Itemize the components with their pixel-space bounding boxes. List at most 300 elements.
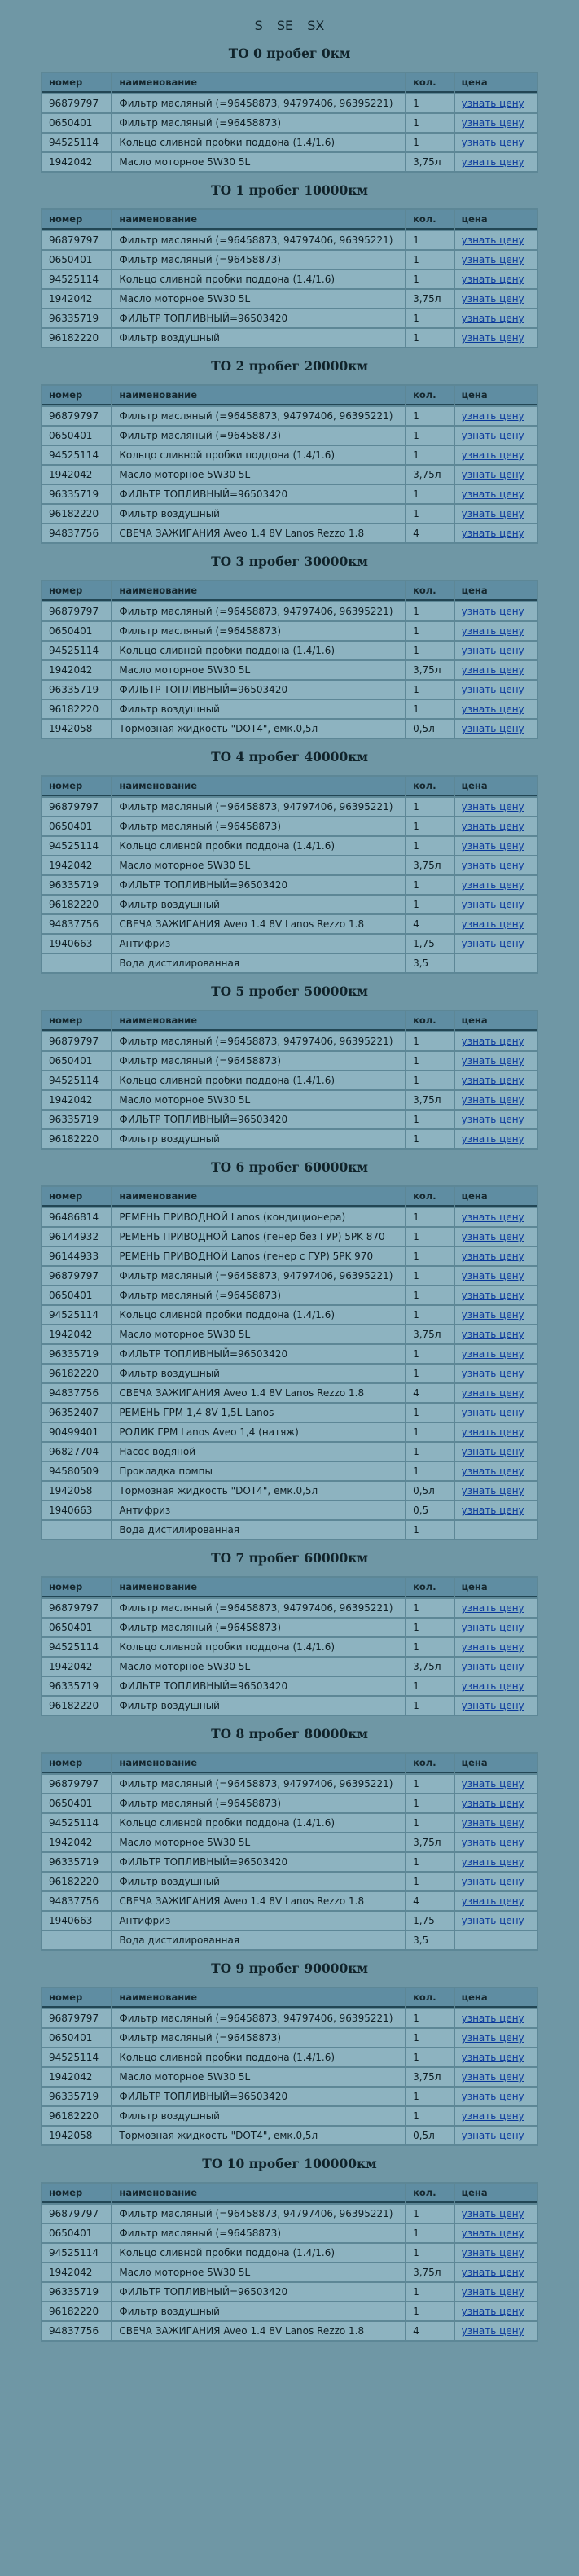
- part-name: Фильтр масляный (=96458873): [112, 2029, 405, 2047]
- part-number: 96182220: [42, 505, 111, 523]
- part-name: Масло моторное 5W30 5L: [112, 2263, 405, 2281]
- price-link[interactable]: узнать цену: [461, 1465, 524, 1477]
- price-link[interactable]: узнать цену: [461, 1368, 524, 1379]
- price-link[interactable]: узнать цену: [461, 1290, 524, 1301]
- table-row: [42, 1521, 537, 1539]
- column-header-name: наименование: [112, 777, 405, 796]
- part-quantity: 1: [406, 427, 454, 445]
- price-link[interactable]: узнать цену: [461, 1036, 524, 1047]
- column-header-number: номер: [42, 210, 111, 230]
- table-row: [42, 1423, 537, 1441]
- price-link[interactable]: узнать цену: [461, 137, 524, 148]
- price-link[interactable]: узнать цену: [461, 469, 524, 480]
- table-row: [42, 1443, 537, 1461]
- price-cell: [455, 251, 537, 269]
- column-header-price: цена: [455, 777, 537, 796]
- part-number: 96182220: [42, 2107, 111, 2125]
- part-name: Фильтр воздушный: [112, 505, 405, 523]
- price-link[interactable]: узнать цену: [461, 1329, 524, 1340]
- price-link[interactable]: узнать цену: [461, 2071, 524, 2083]
- part-quantity: 4: [406, 915, 454, 933]
- part-name: Фильтр масляный (=96458873): [112, 2224, 405, 2242]
- table-header-row: [42, 777, 537, 796]
- part-quantity: 1: [406, 2302, 454, 2320]
- part-name: Кольцо сливной пробки поддона (1.4/1.6): [112, 837, 405, 855]
- part-name: Фильтр масляный (=96458873): [112, 817, 405, 835]
- price-cell: [455, 2322, 537, 2340]
- part-name: СВЕЧА ЗАЖИГАНИЯ Aveo 1.4 8V Lanos Rezzo 1.8: [112, 1384, 405, 1402]
- part-quantity: 1: [406, 1286, 454, 1304]
- column-header-number: номер: [42, 2184, 111, 2203]
- tab-se[interactable]: SE: [276, 18, 294, 33]
- part-name: Кольцо сливной пробки поддона (1.4/1.6): [112, 134, 405, 151]
- part-quantity: 3,75л: [406, 2263, 454, 2281]
- table-header-row: [42, 1754, 537, 1773]
- part-quantity: 1: [406, 1599, 454, 1617]
- price-link[interactable]: узнать цену: [461, 410, 524, 422]
- parts-table: [41, 208, 538, 348]
- part-name: Масло моторное 5W30 5L: [112, 153, 405, 171]
- part-name: Масло моторное 5W30 5L: [112, 290, 405, 308]
- price-link[interactable]: узнать цену: [461, 1661, 524, 1672]
- price-cell: [455, 2283, 537, 2301]
- price-link[interactable]: узнать цену: [461, 1680, 524, 1692]
- table-row: [42, 1286, 537, 1304]
- price-link[interactable]: узнать цену: [461, 2110, 524, 2122]
- part-name: Фильтр масляный (=96458873): [112, 427, 405, 445]
- column-header-price: цена: [455, 581, 537, 601]
- column-header-price: цена: [455, 386, 537, 405]
- price-link[interactable]: узнать цену: [461, 313, 524, 324]
- part-quantity: 1: [406, 1306, 454, 1324]
- part-number: 96182220: [42, 1697, 111, 1715]
- parts-table: [41, 2182, 538, 2342]
- tab-s[interactable]: S: [254, 18, 263, 33]
- part-quantity: 1: [406, 1111, 454, 1128]
- table-header-row: [42, 1011, 537, 1031]
- price-link[interactable]: узнать цену: [461, 234, 524, 246]
- price-link[interactable]: узнать цену: [461, 449, 524, 461]
- part-number: 1942058: [42, 2127, 111, 2144]
- price-link[interactable]: узнать цену: [461, 1309, 524, 1321]
- table-row: [42, 329, 537, 347]
- price-cell: [455, 1599, 537, 1617]
- table-row: [42, 1345, 537, 1363]
- column-header-name: наименование: [112, 1988, 405, 2008]
- table-row: [42, 2107, 537, 2125]
- price-link[interactable]: узнать цену: [461, 430, 524, 441]
- price-link[interactable]: узнать цену: [461, 703, 524, 715]
- part-quantity: 1,75: [406, 1912, 454, 1930]
- part-number: 1942042: [42, 1833, 111, 1851]
- part-quantity: 1: [406, 1208, 454, 1226]
- part-quantity: 1: [406, 114, 454, 132]
- price-link[interactable]: узнать цену: [461, 2247, 524, 2258]
- price-link[interactable]: узнать цену: [461, 1055, 524, 1067]
- part-quantity: 1: [406, 602, 454, 620]
- part-number: 96879797: [42, 798, 111, 816]
- column-header-price: цена: [455, 2184, 537, 2203]
- part-number: 0650401: [42, 1619, 111, 1636]
- price-link[interactable]: узнать цену: [461, 2325, 524, 2337]
- part-number: 94837756: [42, 1384, 111, 1402]
- part-number: 1940663: [42, 935, 111, 953]
- table-row: [42, 1091, 537, 1109]
- price-link[interactable]: узнать цену: [461, 98, 524, 109]
- part-name: Фильтр воздушный: [112, 896, 405, 913]
- part-number: 1940663: [42, 1501, 111, 1519]
- part-quantity: 1: [406, 1462, 454, 1480]
- price-link[interactable]: узнать цену: [461, 156, 524, 168]
- part-name: Фильтр масляный (=96458873, 94797406, 96395221): [112, 2205, 405, 2223]
- price-link[interactable]: узнать цену: [461, 2130, 524, 2141]
- part-quantity: 1: [406, 505, 454, 523]
- price-link[interactable]: узнать цену: [461, 117, 524, 129]
- part-name: Вода дистилированная: [112, 1521, 405, 1539]
- price-cell: [455, 114, 537, 132]
- price-link[interactable]: узнать цену: [461, 821, 524, 832]
- price-link[interactable]: узнать цену: [461, 2208, 524, 2219]
- table-row: [42, 1365, 537, 1382]
- table-header-row: [42, 1187, 537, 1207]
- part-quantity: 1: [406, 134, 454, 151]
- price-link[interactable]: узнать цену: [461, 293, 524, 304]
- part-quantity: 3,75л: [406, 2068, 454, 2086]
- price-link[interactable]: узнать цену: [461, 2091, 524, 2102]
- column-header-number: номер: [42, 1754, 111, 1773]
- price-link[interactable]: узнать цену: [461, 1817, 524, 1829]
- price-cell: [455, 1892, 537, 1910]
- price-link[interactable]: узнать цену: [461, 1837, 524, 1848]
- table-row: [42, 1052, 537, 1070]
- table-row: [42, 935, 537, 953]
- part-number: 96182220: [42, 1365, 111, 1382]
- part-name: ФИЛЬТР ТОПЛИВНЫЙ=96503420: [112, 1345, 405, 1363]
- part-quantity: 3,75л: [406, 466, 454, 484]
- price-link[interactable]: узнать цену: [461, 1602, 524, 1614]
- table-row: [42, 2048, 537, 2066]
- price-link[interactable]: узнать цену: [461, 899, 524, 910]
- column-header-qty: кол.: [406, 1754, 454, 1773]
- price-link[interactable]: узнать цену: [461, 2013, 524, 2024]
- part-number: 0650401: [42, 1052, 111, 1070]
- table-row: [42, 466, 537, 484]
- table-row: [42, 2029, 537, 2047]
- part-quantity: 1: [406, 817, 454, 835]
- part-quantity: 1: [406, 1404, 454, 1422]
- price-cell: [455, 1130, 537, 1148]
- price-cell: [455, 1873, 537, 1890]
- price-link[interactable]: узнать цену: [461, 1348, 524, 1360]
- price-cell: [455, 505, 537, 523]
- price-link[interactable]: узнать цену: [461, 1211, 524, 1223]
- part-name: Фильтр масляный (=96458873, 94797406, 96395221): [112, 1267, 405, 1285]
- tab-sx[interactable]: SX: [307, 18, 325, 33]
- table-header-row: [42, 1988, 537, 2008]
- part-number: 96182220: [42, 896, 111, 913]
- part-number: 96182220: [42, 329, 111, 347]
- table-row: [42, 1814, 537, 1832]
- price-link[interactable]: узнать цену: [461, 1231, 524, 1242]
- part-quantity: 1: [406, 642, 454, 659]
- part-name: Кольцо сливной пробки поддона (1.4/1.6): [112, 2048, 405, 2066]
- price-link[interactable]: узнать цену: [461, 528, 524, 539]
- part-name: Масло моторное 5W30 5L: [112, 1658, 405, 1676]
- price-cell: [455, 1247, 537, 1265]
- part-quantity: 1: [406, 798, 454, 816]
- price-link[interactable]: узнать цену: [461, 488, 524, 500]
- table-row: [42, 2068, 537, 2086]
- price-link[interactable]: узнать цену: [461, 664, 524, 676]
- price-link[interactable]: узнать цену: [461, 1446, 524, 1457]
- part-number: 96335719: [42, 1111, 111, 1128]
- part-number: 96879797: [42, 2205, 111, 2223]
- part-number: 94525114: [42, 1071, 111, 1089]
- price-cell: [455, 876, 537, 894]
- price-link[interactable]: узнать цену: [461, 2286, 524, 2298]
- part-quantity: 1: [406, 2205, 454, 2223]
- part-name: Фильтр масляный (=96458873): [112, 1286, 405, 1304]
- part-quantity: 1: [406, 2029, 454, 2047]
- price-link[interactable]: узнать цену: [461, 2052, 524, 2063]
- price-cell: [455, 1345, 537, 1363]
- column-header-number: номер: [42, 777, 111, 796]
- price-link[interactable]: узнать цену: [461, 1778, 524, 1790]
- price-cell: [455, 2224, 537, 2242]
- table-row: [42, 661, 537, 679]
- price-cell: [455, 1853, 537, 1871]
- price-cell: [455, 1404, 537, 1422]
- parts-table: [41, 384, 538, 544]
- column-header-name: наименование: [112, 581, 405, 601]
- part-number: 96335719: [42, 309, 111, 327]
- price-link[interactable]: узнать цену: [461, 1485, 524, 1496]
- price-cell: [455, 856, 537, 874]
- table-row: [42, 290, 537, 308]
- price-cell: [455, 2009, 537, 2027]
- part-name: Насос водяной: [112, 1443, 405, 1461]
- price-cell: [455, 602, 537, 620]
- price-cell: [455, 329, 537, 347]
- price-link[interactable]: узнать цену: [461, 254, 524, 265]
- part-name: РОЛИК ГРМ Lanos Aveo 1,4 (натяж): [112, 1423, 405, 1441]
- part-quantity: 1: [406, 1247, 454, 1265]
- part-quantity: 1: [406, 446, 454, 464]
- part-name: Фильтр масляный (=96458873): [112, 1794, 405, 1812]
- part-quantity: 1: [406, 1697, 454, 1715]
- part-name: Масло моторное 5W30 5L: [112, 1091, 405, 1109]
- part-number: 96486814: [42, 1208, 111, 1226]
- price-link[interactable]: узнать цену: [461, 860, 524, 871]
- column-header-price: цена: [455, 1187, 537, 1207]
- price-link[interactable]: узнать цену: [461, 1505, 524, 1516]
- part-quantity: 1: [406, 270, 454, 288]
- column-header-price: цена: [455, 1754, 537, 1773]
- part-name: Фильтр масляный (=96458873, 94797406, 96395221): [112, 1775, 405, 1793]
- price-cell: [455, 427, 537, 445]
- column-header-name: наименование: [112, 1578, 405, 1597]
- price-cell: [455, 1267, 537, 1285]
- part-quantity: 1: [406, 231, 454, 249]
- column-header-price: цена: [455, 73, 537, 93]
- table-row: [42, 1892, 537, 1910]
- part-name: ФИЛЬТР ТОПЛИВНЫЙ=96503420: [112, 2088, 405, 2105]
- part-quantity: 1: [406, 1345, 454, 1363]
- price-cell: [455, 309, 537, 327]
- price-link[interactable]: узнать цену: [461, 1641, 524, 1653]
- part-name: Кольцо сливной пробки поддона (1.4/1.6): [112, 642, 405, 659]
- part-number: 96182220: [42, 1873, 111, 1890]
- price-link[interactable]: узнать цену: [461, 723, 524, 734]
- section-title: ТО 9 пробег 90000км: [211, 1960, 368, 1976]
- part-quantity: 1: [406, 2283, 454, 2301]
- price-link[interactable]: узнать цену: [461, 1798, 524, 1809]
- part-number: 94525114: [42, 2048, 111, 2066]
- model-tabs: [0, 16, 579, 36]
- price-link[interactable]: узнать цену: [461, 1094, 524, 1106]
- part-name: ФИЛЬТР ТОПЛИВНЫЙ=96503420: [112, 485, 405, 503]
- part-number: 94525114: [42, 642, 111, 659]
- table-row: [42, 700, 537, 718]
- part-number: 94837756: [42, 2322, 111, 2340]
- part-quantity: 1: [406, 1423, 454, 1441]
- table-row: [42, 1794, 537, 1812]
- part-name: Антифриз: [112, 1501, 405, 1519]
- part-number: 96335719: [42, 1677, 111, 1695]
- part-number: 96182220: [42, 1130, 111, 1148]
- part-number: 94837756: [42, 1892, 111, 1910]
- part-quantity: 1: [406, 1130, 454, 1148]
- table-row: [42, 1912, 537, 1930]
- price-link[interactable]: узнать цену: [461, 2032, 524, 2044]
- part-quantity: 1: [406, 309, 454, 327]
- part-number: 96827704: [42, 1443, 111, 1461]
- parts-table: [41, 1010, 538, 1150]
- part-name: Масло моторное 5W30 5L: [112, 1325, 405, 1343]
- part-number: 0650401: [42, 1794, 111, 1812]
- table-row: [42, 1325, 537, 1343]
- table-row: [42, 2088, 537, 2105]
- part-number: 96335719: [42, 2283, 111, 2301]
- price-link[interactable]: узнать цену: [461, 2228, 524, 2239]
- price-cell: [455, 2127, 537, 2144]
- part-quantity: 1: [406, 1032, 454, 1050]
- price-link[interactable]: узнать цену: [461, 2267, 524, 2278]
- price-link[interactable]: узнать цену: [461, 1270, 524, 1281]
- price-link[interactable]: узнать цену: [461, 2306, 524, 2317]
- table-row: [42, 1638, 537, 1656]
- price-link[interactable]: узнать цену: [461, 332, 524, 344]
- price-cell: [455, 700, 537, 718]
- price-link[interactable]: узнать цену: [461, 606, 524, 617]
- part-number: [42, 1931, 111, 1949]
- part-quantity: 1: [406, 1521, 454, 1539]
- table-row: [42, 427, 537, 445]
- price-link[interactable]: узнать цену: [461, 1876, 524, 1887]
- part-name: Фильтр масляный (=96458873): [112, 114, 405, 132]
- price-cell: [455, 524, 537, 542]
- part-name: Кольцо сливной пробки поддона (1.4/1.6): [112, 2244, 405, 2262]
- column-header-qty: кол.: [406, 1187, 454, 1207]
- price-link[interactable]: узнать цену: [461, 1915, 524, 1926]
- price-cell: [455, 466, 537, 484]
- price-cell: [455, 720, 537, 738]
- price-link[interactable]: узнать цену: [461, 1622, 524, 1633]
- price-cell: [455, 2107, 537, 2125]
- price-cell: [455, 1384, 537, 1402]
- table-row: [42, 1501, 537, 1519]
- part-number: 1942042: [42, 1658, 111, 1676]
- price-cell: [455, 2205, 537, 2223]
- part-quantity: 4: [406, 1892, 454, 1910]
- price-link[interactable]: узнать цену: [461, 1251, 524, 1262]
- part-name: Тормозная жидкость "DOT4", емк.0,5л: [112, 1482, 405, 1500]
- part-number: 94525114: [42, 1306, 111, 1324]
- price-link[interactable]: узнать цену: [461, 645, 524, 656]
- part-name: ФИЛЬТР ТОПЛИВНЫЙ=96503420: [112, 1677, 405, 1695]
- price-link[interactable]: узнать цену: [461, 684, 524, 695]
- column-header-number: номер: [42, 581, 111, 601]
- table-row: [42, 407, 537, 425]
- table-row: [42, 251, 537, 269]
- part-name: Фильтр масляный (=96458873): [112, 251, 405, 269]
- part-quantity: 3,75л: [406, 661, 454, 679]
- price-cell: [455, 446, 537, 464]
- price-link[interactable]: узнать цену: [461, 1856, 524, 1868]
- part-number: 96182220: [42, 700, 111, 718]
- price-link[interactable]: узнать цену: [461, 840, 524, 852]
- table-row: [42, 94, 537, 112]
- price-link[interactable]: узнать цену: [461, 879, 524, 891]
- price-cell: [455, 1521, 537, 1539]
- part-quantity: 3,75л: [406, 856, 454, 874]
- table-row: [42, 1032, 537, 1050]
- price-link[interactable]: узнать цену: [461, 1407, 524, 1418]
- part-quantity: 1: [406, 1677, 454, 1695]
- table-row: [42, 642, 537, 659]
- price-link[interactable]: узнать цену: [461, 1700, 524, 1711]
- price-link[interactable]: узнать цену: [461, 625, 524, 637]
- part-number: 1942042: [42, 290, 111, 308]
- price-link[interactable]: узнать цену: [461, 938, 524, 949]
- table-row: [42, 309, 537, 327]
- parts-table: [41, 1576, 538, 1716]
- table-row: [42, 896, 537, 913]
- column-header-number: номер: [42, 1187, 111, 1207]
- price-cell: [455, 2088, 537, 2105]
- price-link[interactable]: узнать цену: [461, 1075, 524, 1086]
- price-link[interactable]: узнать цену: [461, 801, 524, 813]
- table-row: [42, 837, 537, 855]
- section-title: ТО 10 пробег 100000км: [202, 2156, 377, 2171]
- price-link[interactable]: узнать цену: [461, 1895, 524, 1907]
- part-number: 1942058: [42, 720, 111, 738]
- part-quantity: 3,75л: [406, 1833, 454, 1851]
- price-link[interactable]: узнать цену: [461, 1387, 524, 1399]
- table-header-row: [42, 1578, 537, 1597]
- price-cell: [455, 817, 537, 835]
- price-link[interactable]: узнать цену: [461, 1114, 524, 1125]
- part-number: 1942058: [42, 1482, 111, 1500]
- part-name: ФИЛЬТР ТОПЛИВНЫЙ=96503420: [112, 1111, 405, 1128]
- table-row: [42, 524, 537, 542]
- price-link[interactable]: узнать цену: [461, 918, 524, 930]
- part-quantity: 1: [406, 2244, 454, 2262]
- price-link[interactable]: узнать цену: [461, 1426, 524, 1438]
- price-link[interactable]: узнать цену: [461, 508, 524, 519]
- price-link[interactable]: узнать цену: [461, 274, 524, 285]
- price-link[interactable]: узнать цену: [461, 1133, 524, 1145]
